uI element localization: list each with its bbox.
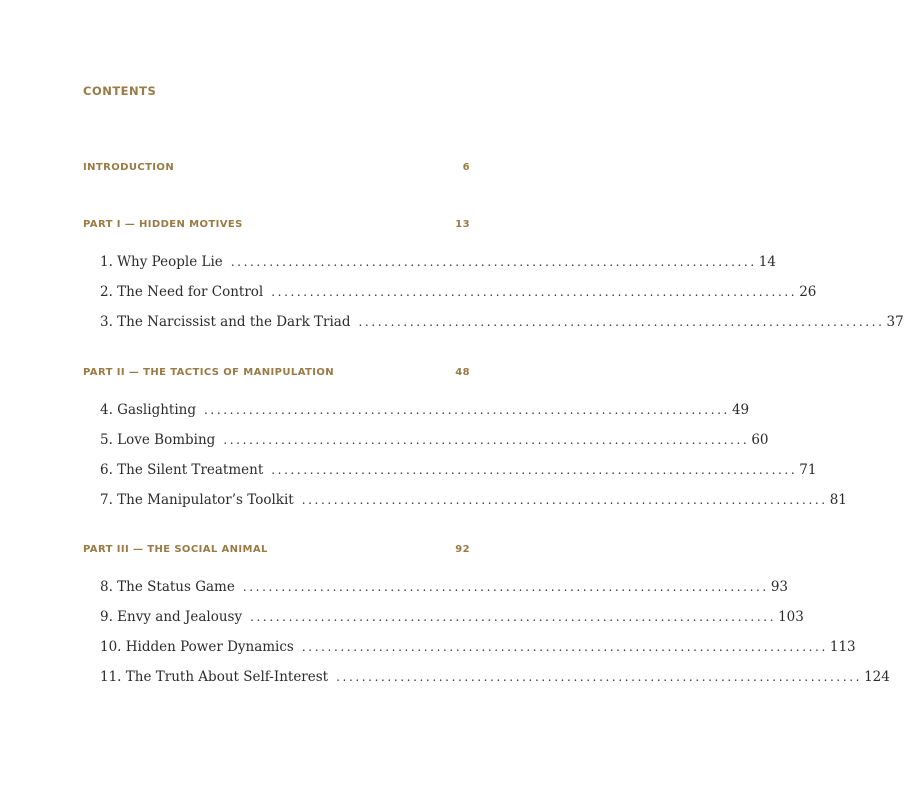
dot-leader: .................................................................................. <box>301 640 828 654</box>
chapter-page-number: 93 <box>770 579 789 595</box>
part-label: PART I — HIDDEN MOTIVES <box>83 219 243 230</box>
dot-leader: .................................................................................. <box>271 285 798 299</box>
chapter-page-number: 81 <box>829 492 847 508</box>
chapter-title: 1. Why People Lie <box>100 254 223 270</box>
dot-leader: .................................................................................. <box>358 315 885 329</box>
chapter-page-number: 49 <box>731 402 750 418</box>
toc-chapter-5[interactable] <box>100 432 769 448</box>
chapter-title: 2. The Need for Control <box>100 284 264 300</box>
chapter-page-number: 60 <box>751 432 769 448</box>
part-label: PART II — THE TACTICS OF MANIPULATION <box>83 367 335 378</box>
chapter-page-number: 37 <box>886 314 904 330</box>
chapter-title: 4. Gaslighting <box>100 402 196 418</box>
chapter-page-number: 113 <box>829 639 856 655</box>
toc-introduction[interactable] <box>83 162 470 173</box>
contents-heading: CONTENTS <box>83 84 157 98</box>
toc-chapter-11[interactable] <box>100 669 890 685</box>
toc-chapter-8[interactable] <box>100 579 789 595</box>
part-page-number: 92 <box>455 544 470 555</box>
part-label: PART III — THE SOCIAL ANIMAL <box>83 544 268 555</box>
toc-chapter-4[interactable] <box>100 402 750 418</box>
toc-chapter-6[interactable] <box>100 462 817 478</box>
dot-leader: .................................................................................. <box>242 580 769 594</box>
chapter-title: 11. The Truth About Self-Interest <box>100 669 329 685</box>
dot-leader: .................................................................................. <box>230 255 757 269</box>
chapter-page-number: 71 <box>799 462 817 478</box>
part-page-number: 6 <box>462 162 470 173</box>
chapter-title: 9. Envy and Jealousy <box>100 609 243 625</box>
dot-leader: .................................................................................. <box>203 403 730 417</box>
toc-chapter-10[interactable] <box>100 639 856 655</box>
dot-leader: .................................................................................. <box>271 463 798 477</box>
dot-leader: .................................................................................. <box>336 670 863 684</box>
toc-part-2[interactable] <box>83 367 470 378</box>
chapter-page-number: 14 <box>758 254 776 270</box>
chapter-title: 7. The Manipulator’s Toolkit <box>100 492 294 508</box>
toc-part-3[interactable] <box>83 544 470 555</box>
toc-chapter-9[interactable] <box>100 609 804 625</box>
toc-chapter-3[interactable] <box>100 314 904 330</box>
dot-leader: .................................................................................. <box>223 433 750 447</box>
chapter-title: 8. The Status Game <box>100 579 235 595</box>
chapter-title: 3. The Narcissist and the Dark Triad <box>100 314 351 330</box>
toc-part-1[interactable] <box>83 219 470 230</box>
toc-chapter-2[interactable] <box>100 284 817 300</box>
part-page-number: 13 <box>455 219 470 230</box>
part-page-number: 48 <box>455 367 470 378</box>
part-label: INTRODUCTION <box>83 162 175 173</box>
dot-leader: .................................................................................. <box>301 493 828 507</box>
toc-chapter-7[interactable] <box>100 492 847 508</box>
chapter-title: 6. The Silent Treatment <box>100 462 264 478</box>
dot-leader: .................................................................................. <box>250 610 777 624</box>
chapter-page-number: 103 <box>778 609 804 625</box>
chapter-page-number: 124 <box>864 669 890 685</box>
chapter-title: 5. Love Bombing <box>100 432 216 448</box>
toc-chapter-1[interactable] <box>100 254 776 270</box>
chapter-title: 10. Hidden Power Dynamics <box>100 639 294 655</box>
chapter-page-number: 26 <box>799 284 817 300</box>
